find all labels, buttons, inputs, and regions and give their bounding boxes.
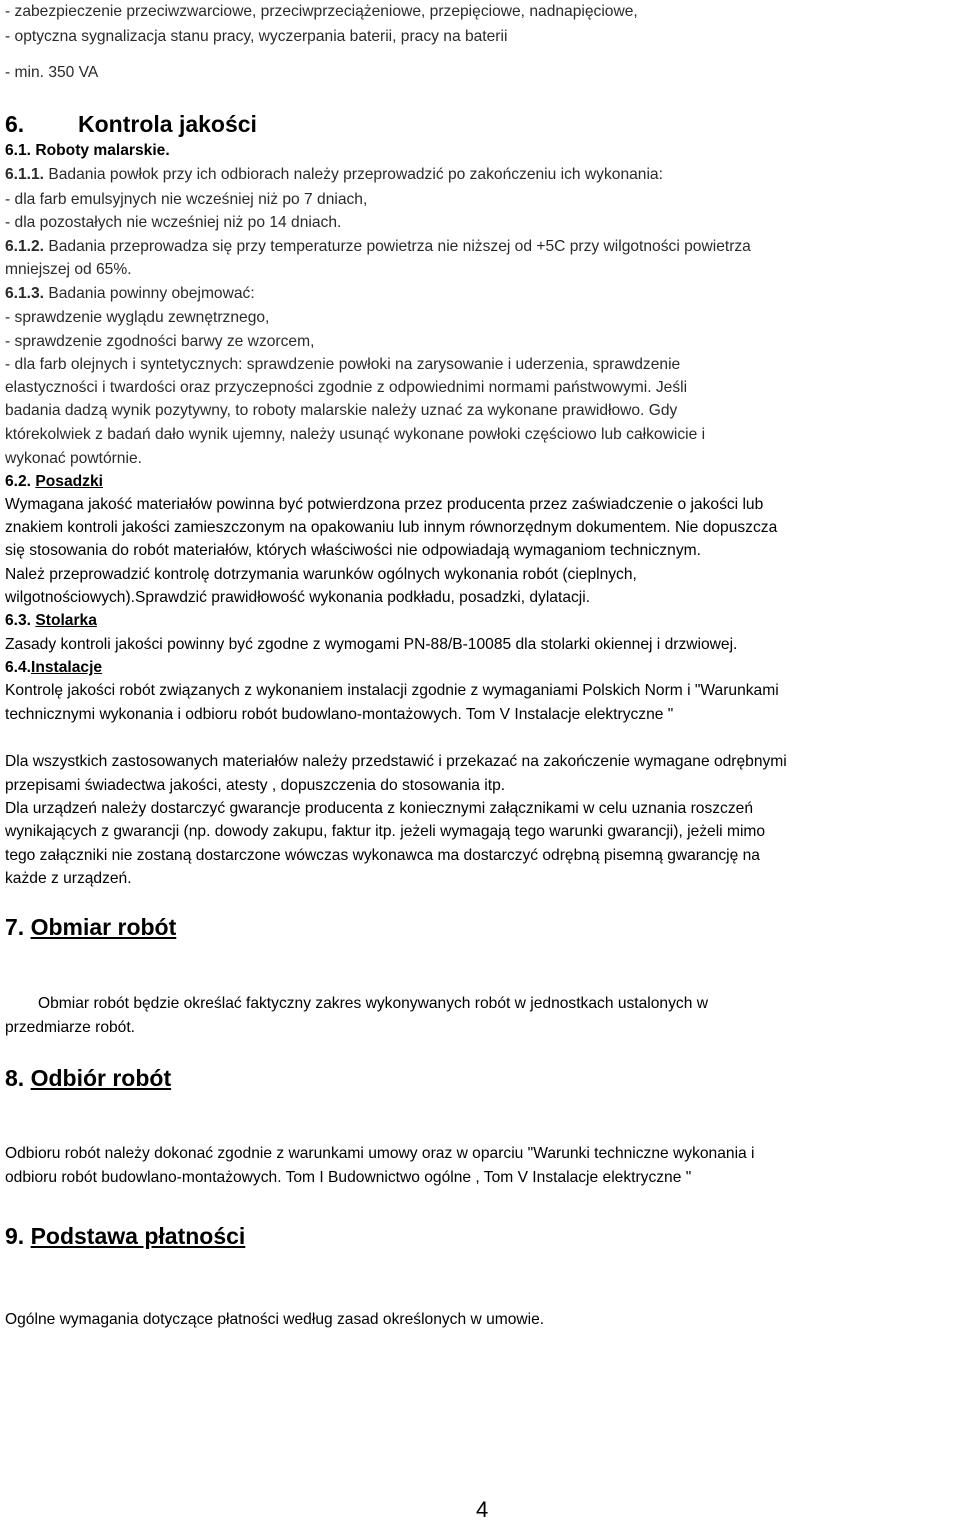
subsection-title: Posadzki <box>35 473 103 490</box>
paragraph-line: którekolwiek z badań dało wynik ujemny, należy usunąć wykonane powłoki częściowo lub całkowicie i <box>5 426 706 443</box>
section-number: 6. <box>5 111 25 137</box>
paragraph-line: wilgotnościowych).Sprawdzić prawidłowość wykonania podkładu, posadzki, dylatacji. <box>5 589 591 606</box>
paragraph-line: - dla farb olejnych i syntetycznych: sprawdzenie powłoki na zarysowanie i uderzenia, sprawdzenie <box>5 356 681 373</box>
subsection-6-1-heading <box>5 141 170 161</box>
section-title: Kontrola jakości <box>78 111 257 137</box>
section-title: Podstawa płatności <box>30 1223 246 1249</box>
section-6-heading <box>5 110 257 138</box>
paragraph-line: Wymagana jakość materiałów powinna być potwierdzona przez producenta przez zaświadczenie o jakości lub <box>5 496 764 513</box>
paragraph-line <box>5 284 255 304</box>
section-title: Obmiar robót <box>30 914 177 940</box>
paragraph-line: odbioru robót budowlano-montażowych. Tom I Budownictwo ogólne , Tom V Instalacje elektryczne " <box>5 1169 692 1186</box>
subsection-number: 6.4. <box>5 659 32 676</box>
paragraph-line: przedmiarze robót. <box>5 1019 136 1036</box>
section-8-heading <box>5 1064 171 1092</box>
paragraph-line <box>5 165 663 185</box>
paragraph-line: tego załączniki nie zostaną dostarczone wówczas wykonawca ma dostarczyć odrębną pisemną gwarancję na <box>5 847 760 864</box>
subsection-title: Stolarka <box>35 612 97 629</box>
section-number: 8. <box>5 1065 25 1091</box>
paragraph-line: Odbioru robót należy dokonać zgodnie z warunkami umowy oraz w oparciu "Warunki techniczne wykonania i <box>5 1145 755 1162</box>
paragraph-line: - dla farb emulsyjnych nie wcześniej niż po 7 dniach, <box>5 191 368 208</box>
paragraph-line: - sprawdzenie wyglądu zewnętrznego, <box>5 309 270 326</box>
paragraph-line: wykonać powtórnie. <box>5 450 142 467</box>
subsection-title: Instalacje <box>31 659 103 676</box>
clause-number: 6.1.2. <box>5 238 45 255</box>
paragraph-line: elastyczności i twardości oraz przyczepności zgodnie z odpowiednimi normami państwowymi. Jeśli <box>5 379 688 396</box>
paragraph-line: Kontrolę jakości robót związanych z wykonaniem instalacji zgodnie z wymaganiami Polskich Norm i "Warunkami <box>5 682 779 699</box>
paragraph-line: - dla pozostałych nie wcześniej niż po 14 dniach. <box>5 214 342 231</box>
section-number: 7. <box>5 914 25 940</box>
paragraph-line: wynikających z gwarancji (np. dowody zakupu, faktur itp. jeżeli wymagają tego warunki gwarancji), jeżeli mimo <box>5 823 766 840</box>
clause-text: Badania powinny obejmować: <box>48 285 255 302</box>
subsection-number: 6.2. <box>5 473 32 490</box>
section-title: Odbiór robót <box>30 1065 172 1091</box>
subsection-6-3-heading <box>5 611 97 631</box>
clause-number: 6.1.3. <box>5 285 45 302</box>
paragraph-line: każde z urządzeń. <box>5 870 132 887</box>
paragraph-line: Należ przeprowadzić kontrolę dotrzymania warunków ogólnych wykonania robót (cieplnych, <box>5 566 637 583</box>
section-9-heading <box>5 1222 245 1250</box>
clause-text: Badania przeprowadza się przy temperaturze powietrza nie niższej od +5C przy wilgotności powietrza <box>48 238 751 255</box>
clause-number: 6.1.1. <box>5 166 45 183</box>
subsection-title: Roboty malarskie. <box>35 142 170 159</box>
paragraph-line: Obmiar robót będzie określać faktyczny zakres wykonywanych robót w jednostkach ustalonych w <box>38 995 708 1012</box>
section-number: 9. <box>5 1223 25 1249</box>
paragraph-line: znakiem kontroli jakości zamieszczonym na opakowaniu lub innym równorzędnym dokumentem. Nie dopuszcza <box>5 519 778 536</box>
paragraph-line: Ogólne wymagania dotyczące płatności według zasad określonych w umowie. <box>5 1311 545 1328</box>
paragraph-line: Dla urządzeń należy dostarczyć gwarancje producenta z koniecznymi załącznikami w celu uznania roszczeń <box>5 800 753 817</box>
paragraph-line: technicznymi wykonania i odbioru robót budowlano-montażowych. Tom V Instalacje elektryczne " <box>5 706 674 723</box>
paragraph-line: - sprawdzenie zgodności barwy ze wzorcem, <box>5 333 315 350</box>
subsection-number: 6.3. <box>5 612 32 629</box>
paragraph-line: przepisami świadectwa jakości, atesty , dopuszczenia do stosowania itp. <box>5 777 506 794</box>
clause-text: Badania powłok przy ich odbiorach należy przeprowadzić po zakończeniu ich wykonania: <box>48 166 663 183</box>
paragraph-line: badania dadzą wynik pozytywny, to roboty malarskie należy uznać za wykonane prawidłowo. Gdy <box>5 402 678 419</box>
section-7-heading <box>5 913 176 941</box>
subsection-6-2-heading <box>5 472 103 492</box>
paragraph-line <box>5 237 751 257</box>
paragraph-line: Dla wszystkich zastosowanych materiałów należy przedstawić i przekazać na zakończenie wymagane odrębnymi <box>5 753 787 770</box>
intro-line: - min. 350 VA <box>5 64 99 81</box>
paragraph-line: Zasady kontroli jakości powinny być zgodne z wymogami PN-88/B-10085 dla stolarki okiennej i drzwiowej. <box>5 636 738 653</box>
page-number: 4 <box>476 1497 489 1522</box>
intro-line: - optyczna sygnalizacja stanu pracy, wyczerpania baterii, pracy na baterii <box>5 28 508 45</box>
paragraph-line: się stosowania do robót materiałów, których właściwości nie odpowiadają wymaganiom technicznym. <box>5 542 701 559</box>
paragraph-line: mniejszej od 65%. <box>5 261 132 278</box>
intro-line: - zabezpieczenie przeciwzwarciowe, przeciwprzeciążeniowe, przepięciowe, nadnapięciowe, <box>5 3 638 20</box>
subsection-6-4-heading <box>5 658 102 678</box>
subsection-number: 6.1. <box>5 142 32 159</box>
